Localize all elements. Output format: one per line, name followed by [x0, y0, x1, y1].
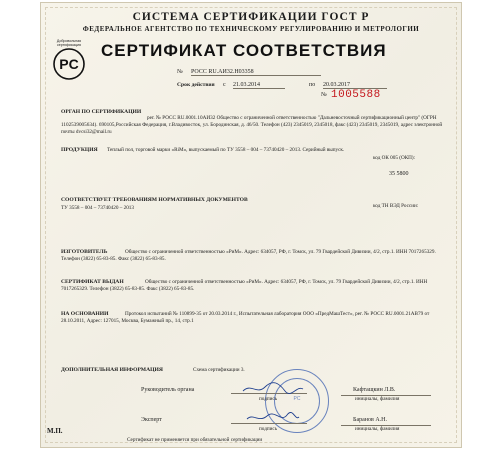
conformity-text: ТУ 3558 – 004 – 73740420 – 2013: [61, 205, 134, 211]
validity-label: Срок действия: [177, 82, 215, 88]
okp-code: 35 5800: [389, 171, 409, 177]
expert-signature-icon: [245, 411, 301, 425]
expert-name: Баранов А.Н.: [353, 417, 387, 423]
okp-label: код ОК 005 (ОКП):: [373, 155, 416, 161]
product-label: ПРОДУКЦИЯ: [61, 147, 98, 153]
conformity-label: СООТВЕТСТВУЕТ ТРЕБОВАНИЯМ НОРМАТИВНЫХ ДОКУМЕНТОВ: [61, 197, 248, 203]
system-title: СИСТЕМА СЕРТИФИКАЦИИ ГОСТ Р: [132, 11, 370, 23]
stamp-place-label: М.П.: [47, 427, 63, 435]
expert-initials-caption: инициалы, фамилия: [355, 426, 400, 432]
manufacturer-text: Общество с ограниченной ответственностью «РиМ». Адрес: 634057, РФ, г. Томск, ул. 79 Гвардейской Дивизии, 4/2, стр.1. ИНН 7017265329. Телефон (3822) 65-83-85. Факс (3822) 65-83-85.: [61, 249, 436, 262]
valid-from: 21.03.2014: [233, 82, 285, 89]
product-text: Теплый пол, торговой марки «RiM», выпускаемый по ТУ 3558 – 004 – 73740420 – 2013. Серийный выпуск.: [107, 147, 345, 153]
additional-text: Схема сертификации 3.: [193, 367, 245, 373]
expert-label: Эксперт: [141, 417, 162, 423]
issued-to-text: Общество с ограниченной ответственностью «РиМ». Адрес: 634057, РФ, г. Томск, ул. 79 Гвардейской Дивизии, 4/2, стр.1. ИНН 7017265329. Телефон (3822) 65-83-85. Факс (3822) 65-83-85.: [61, 279, 428, 292]
certificate-page: [40, 2, 462, 448]
disclaimer: Сертификат не применяется при обязательной сертификации: [127, 437, 263, 443]
serial-prefix: №: [321, 92, 327, 98]
tnved-label: код ТН ВЭД России:: [373, 203, 419, 209]
basis-text: Протокол испытаний № 110899-35 от 20.03.2014 г., Испытательная лаборатория ООО «ПредМашТест», рег. № РОСС RU.0001.21АВ79 от 28.10.2011, Адрес: 127015, Москва, Бумажный пр., 14, стр.1: [61, 311, 430, 324]
serial-number: 1005588: [331, 89, 381, 101]
expert-sign-caption: подпись: [259, 426, 278, 432]
additional-label: ДОПОЛНИТЕЛЬНАЯ ИНФОРМАЦИЯ: [61, 367, 163, 373]
certificate-title: СЕРТИФИКАТ СООТВЕТСТВИЯ: [101, 41, 387, 60]
from-label: с: [223, 82, 226, 88]
head-name: Кафтащкин Л.В.: [353, 387, 396, 393]
logo-text: PC: [59, 56, 79, 72]
gost-r-logo: [49, 39, 89, 83]
agency-title: ФЕДЕРАЛЬНОЕ АГЕНТСТВО ПО ТЕХНИЧЕСКОМУ РЕГУЛИРОВАНИЮ И МЕТРОЛОГИИ: [82, 25, 420, 33]
cert-body-text: рег. № РОСС RU.0001.10АИ32 Общество с ограниченной ответственностью "Дальневосточный сертификационный центр" (ОГРН 1102539005634). 690105,Российская Федерация, г.Владивосток, ул. Бородинская, д. 46/50. Телефон (423) 2345019, 2345018, факс (423) 2345019, 2345019, адрес электронной почты dvcsi32@mail.ru: [61, 115, 443, 135]
certificate-number: РОСС RU.АИ32.Н03358: [191, 69, 321, 76]
head-initials-caption: инициалы, фамилия: [355, 396, 400, 402]
pc-logo-icon: [49, 47, 89, 81]
number-label: №: [177, 69, 183, 75]
seal-text: PC: [293, 396, 301, 402]
issued-to-label: СЕРТИФИКАТ ВЫДАН: [61, 279, 124, 285]
basis-label: НА ОСНОВАНИИ: [61, 311, 109, 317]
cert-body-label: ОРГАН ПО СЕРТИФИКАЦИИ: [61, 109, 142, 115]
to-label: по: [309, 82, 316, 88]
logo-caption: Добровольная сертификация: [56, 39, 82, 47]
manufacturer-label: ИЗГОТОВИТЕЛЬ: [61, 249, 108, 255]
head-signature-icon: [241, 381, 305, 395]
head-sign-caption: подпись: [259, 396, 278, 402]
head-label: Руководитель органа: [141, 387, 195, 393]
valid-to: 20.03.2017: [323, 82, 387, 89]
